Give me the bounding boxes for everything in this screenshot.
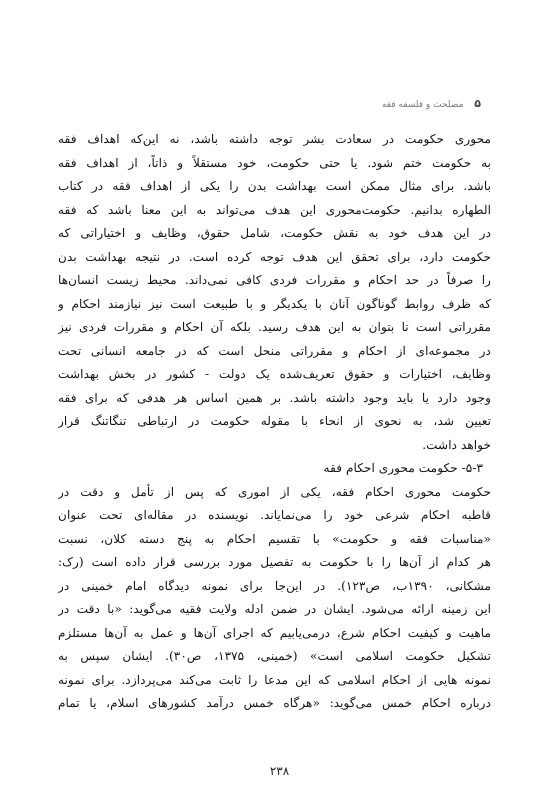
running-header: [281, 97, 481, 110]
text-line: حکومت دارد، برای تحقق این هدف توجه کرده است. در نتیجه بهداشت بدن: [58, 249, 491, 264]
body-text: [58, 128, 491, 716]
text-line: الطهاره بدانیم. حکومت‌محوری این هدف می‌تواند به این معنا باشد که فقه: [58, 202, 491, 217]
text-line: وظایف، اختیارات و حقوق تعریف‌شده یک دولت - کشور در بخش بهداشت: [58, 367, 491, 381]
text-line: باشد. برای مثال ممکن است بهداشت بدن را یکی از اهداف فقه در کتاب: [58, 179, 491, 193]
text-line: درباره احکام خمس می‌گوید: «هرگاه خمس درآمد کشورهای اسلام، یا تمام: [58, 696, 491, 710]
text-line: مشکانی، ۱۳۹۰ب، ص۱۲۳). در این‌جا برای نمونه دیدگاه امام خمینی در: [58, 578, 491, 593]
text-line: حکومت محوری احکام فقه، یکی از اموری که پس از تأمل و دقت در: [58, 484, 491, 499]
text-line: که ظرف روابط گوناگون آنان با یکدیگر و با طبیعت است نیز نیازمند احکام و: [58, 296, 491, 311]
text-line: وجود دارد یا باید وجود داشته باشد. بر همین اساس هر هدفی که برای فقه: [58, 390, 491, 405]
running-title: مصلحت و فلسفه فقه: [381, 100, 464, 110]
text-line: در مجموعه‌ای از احکام و مقرراتی منحل است که در جامعه انسانی تحت: [58, 343, 491, 358]
text-line: به حکومت ختم شود. یا حتی حکومت، خود مستقلاً و ذاتاً، از اهداف فقه: [58, 155, 491, 170]
text-line: «مناسبات فقه و حکومت» با تقسیم احکام به پنج دسته کلان، نسبت: [58, 531, 491, 546]
text-line: در این هدف خود به نقش حکومت، شامل حقوق، وظایف و اختیاراتی که: [58, 226, 491, 240]
text-line: نمونه هایی از احکام اسلامی که این مدعا را ثابت می‌کند می‌پردازد. برای نمونه: [58, 672, 491, 687]
text-line: مقرراتی است تا بتوان به این هدف رسید. بلکه آن احکام و مقررات فردی نیز: [58, 320, 491, 334]
section-heading: ۵-۳- حکومت محوری احکام فقه: [323, 461, 483, 475]
section-marker: ۵: [474, 97, 481, 110]
text-line: خواهد داشت.: [422, 437, 491, 452]
text-line: تعیین شد، به نحوی از انحاء با مقوله حکومت در ارتباطی تنگاتنگ قرار: [58, 414, 491, 428]
text-line: محوری حکومت در سعادت بشر توجه داشته باشد، نه این‌که اهداف فقه: [58, 132, 491, 146]
text-line: تشکیل حکومت اسلامی است» (خمینی، ۱۳۷۵، ص۳۰). ایشان سپس به: [58, 649, 491, 663]
text-line: قاطبه احکام شرعی خود را می‌نمایاند. نویسنده در مقاله‌ای تحت عنوان: [58, 508, 491, 522]
page-number: ۲۳۸: [269, 764, 290, 778]
text-line: این زمینه ارائه می‌شود. ایشان در ضمن ادله ولایت فقیه می‌گوید: «با دقت در: [58, 602, 491, 616]
text-line: ماهیت و کیفیت احکام شرع، درمی‌یابیم که اجرای آن‌ها و عمل به آن‌ها مستلزم: [58, 625, 491, 640]
text-line: را صرفاً در حد احکام و مقررات فردی کافی نمی‌داند. محیط زیست انسان‌ها: [58, 273, 491, 287]
text-line: هر کدام از آن‌ها را با حکومت به تفصیل مورد بررسی قرار داده است (رک:: [58, 555, 491, 569]
